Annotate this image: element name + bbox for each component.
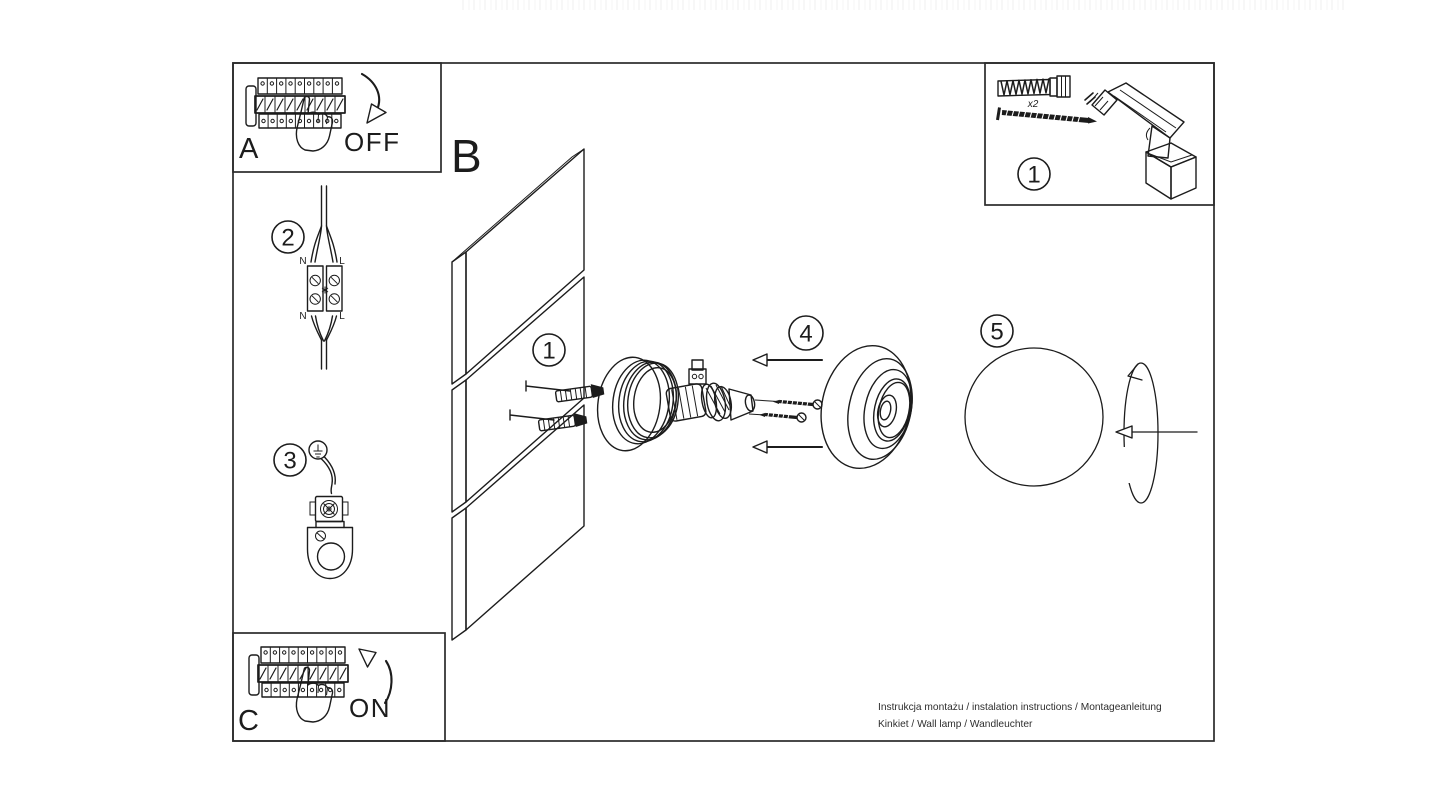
- svg-text:1: 1: [1027, 161, 1041, 189]
- outer-frame: [233, 63, 1214, 741]
- wall: [452, 149, 605, 640]
- push-arrow-bottom-head: [753, 441, 767, 453]
- panel-c-label: C: [238, 705, 259, 737]
- step-badge-1-wall: [533, 334, 565, 366]
- socket-cone: [729, 389, 753, 420]
- glass-globe: [965, 348, 1103, 486]
- cable-top: [322, 186, 327, 226]
- panel-a-power-off: [233, 63, 441, 172]
- svg-text:3: 3: [283, 447, 297, 475]
- label-l-bottom: L: [339, 311, 345, 322]
- panel-a-label: A: [239, 133, 259, 165]
- drill-icon: [1085, 83, 1196, 199]
- socket-assembly: [665, 360, 818, 422]
- push-arrow-top-head: [753, 354, 767, 366]
- step-2-wiring: [272, 186, 345, 369]
- step-badge-4: [789, 316, 823, 350]
- step-badge-parts: [1018, 158, 1050, 190]
- label-l-top: L: [339, 256, 345, 267]
- on-label: ON: [349, 693, 391, 723]
- step-badge-2: [272, 221, 304, 253]
- svg-text:1: 1: [542, 337, 556, 365]
- breaker-panel-icon: [246, 78, 345, 128]
- wall-anchor: [538, 411, 587, 432]
- label-n-bottom: N: [299, 311, 307, 322]
- step-badge-3: [274, 444, 306, 476]
- arrow-down-head: [367, 104, 386, 123]
- label-n-top: N: [299, 256, 307, 267]
- section-b-label: B: [451, 130, 482, 182]
- earth-wire: [321, 457, 335, 494]
- step-4-base: [753, 316, 922, 477]
- step-badge-5: [981, 315, 1013, 347]
- cable-fork-top: [311, 226, 337, 262]
- curved-arrow-down: [362, 74, 379, 110]
- arrow-up-head: [359, 649, 376, 667]
- svg-text:4: 4: [799, 320, 813, 348]
- caption-line-2: Kinkiet / Wall lamp / Wandleuchter: [878, 719, 1033, 730]
- svg-text:2: 2: [281, 224, 295, 252]
- cable-bottom: [322, 340, 327, 369]
- lamp-base: [810, 337, 922, 477]
- earth-symbol-icon: [309, 441, 327, 459]
- step-5-globe: [965, 315, 1197, 503]
- wall-side-face: [452, 252, 466, 640]
- step-3-earth: [274, 441, 353, 579]
- caption-line-1: Instrukcja montażu / instalation instructions / Montageanleitung: [878, 702, 1162, 713]
- panel-c-border: [233, 633, 445, 741]
- mounting-ring: [592, 353, 683, 455]
- socket-hatch: [706, 385, 731, 414]
- svg-text:5: 5: [990, 318, 1004, 346]
- panel-a-border: [233, 63, 441, 172]
- mounting-bracket: [308, 522, 353, 579]
- terminal-screws: [310, 275, 339, 304]
- rotation-indicator: [1116, 363, 1197, 503]
- off-label: OFF: [344, 127, 401, 157]
- socket-terminal: [689, 360, 706, 384]
- parts-box: [985, 63, 1214, 205]
- cable-fork-bottom: [312, 316, 337, 341]
- breaker-panel-icon: [249, 647, 348, 697]
- pointing-hand-icon: [296, 96, 332, 151]
- mounting-screw-icon: [998, 108, 1098, 124]
- anchor-qty-label: x2: [1027, 99, 1039, 110]
- fixing-screw: [773, 399, 822, 409]
- fixing-screw: [759, 412, 806, 422]
- earth-terminal: [310, 497, 348, 522]
- wall-plug-icon: [998, 76, 1070, 97]
- caption: [878, 702, 1162, 730]
- wall-anchor: [555, 382, 604, 403]
- panel-c-power-on: [233, 633, 445, 741]
